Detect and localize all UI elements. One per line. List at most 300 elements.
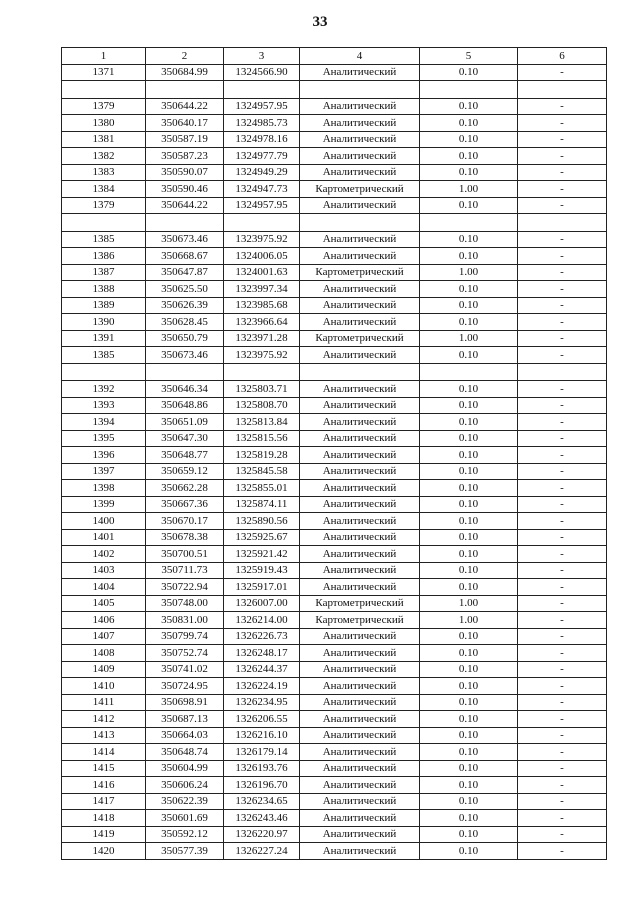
accuracy-cell: 0.10	[420, 463, 518, 480]
x-coordinate-cell: 350748.00	[146, 595, 224, 612]
point-number-cell: 1415	[62, 760, 146, 777]
note-cell: -	[518, 777, 607, 794]
column-header: 1	[62, 48, 146, 65]
note-cell: -	[518, 826, 607, 843]
point-number-cell: 1413	[62, 727, 146, 744]
method-cell: Аналитический	[300, 447, 420, 464]
y-coordinate-cell: 1325845.58	[224, 463, 300, 480]
point-number-cell: 1406	[62, 612, 146, 629]
point-number-cell: 1420	[62, 843, 146, 860]
y-coordinate-cell: 1323985.68	[224, 297, 300, 314]
point-number-cell: 1381	[62, 131, 146, 148]
table-row	[62, 711, 607, 728]
x-coordinate-cell: 350831.00	[146, 612, 224, 629]
method-cell: Аналитический	[300, 826, 420, 843]
point-number-cell: 1414	[62, 744, 146, 761]
point-number-cell: 1392	[62, 381, 146, 398]
method-cell: Аналитический	[300, 843, 420, 860]
accuracy-cell: 0.10	[420, 496, 518, 513]
y-coordinate-cell: 1325803.71	[224, 381, 300, 398]
accuracy-cell: 0.10	[420, 297, 518, 314]
accuracy-cell: 1.00	[420, 181, 518, 198]
point-number-cell: 1412	[62, 711, 146, 728]
x-coordinate-cell: 350647.87	[146, 264, 224, 281]
accuracy-cell: 0.10	[420, 562, 518, 579]
note-cell: -	[518, 397, 607, 414]
x-coordinate-cell: 350592.12	[146, 826, 224, 843]
table-row	[62, 678, 607, 695]
accuracy-cell: 0.10	[420, 314, 518, 331]
note-cell: -	[518, 562, 607, 579]
accuracy-cell: 0.10	[420, 579, 518, 596]
note-cell: -	[518, 330, 607, 347]
x-coordinate-cell: 350625.50	[146, 281, 224, 298]
y-coordinate-cell: 1326220.97	[224, 826, 300, 843]
accuracy-cell: 0.10	[420, 164, 518, 181]
note-cell: -	[518, 447, 607, 464]
accuracy-cell: 0.10	[420, 281, 518, 298]
table-row	[62, 760, 607, 777]
note-cell: -	[518, 760, 607, 777]
note-cell: -	[518, 264, 607, 281]
accuracy-cell: 0.10	[420, 430, 518, 447]
table-row	[62, 297, 607, 314]
note-cell: -	[518, 98, 607, 115]
x-coordinate-cell: 350604.99	[146, 760, 224, 777]
accuracy-cell: 0.10	[420, 197, 518, 214]
x-coordinate-cell: 350606.24	[146, 777, 224, 794]
y-coordinate-cell: 1326196.70	[224, 777, 300, 794]
table-row	[62, 281, 607, 298]
accuracy-cell: 1.00	[420, 595, 518, 612]
accuracy-cell: 0.10	[420, 231, 518, 248]
note-cell: -	[518, 612, 607, 629]
method-cell: Аналитический	[300, 628, 420, 645]
x-coordinate-cell: 350698.91	[146, 694, 224, 711]
empty-cell	[518, 363, 607, 381]
method-cell: Аналитический	[300, 793, 420, 810]
point-number-cell: 1417	[62, 793, 146, 810]
y-coordinate-cell: 1326248.17	[224, 645, 300, 662]
x-coordinate-cell: 350678.38	[146, 529, 224, 546]
empty-cell	[224, 81, 300, 99]
table-body	[62, 64, 607, 859]
method-cell: Картометрический	[300, 330, 420, 347]
note-cell: -	[518, 463, 607, 480]
table-row	[62, 612, 607, 629]
method-cell: Аналитический	[300, 661, 420, 678]
accuracy-cell: 0.10	[420, 397, 518, 414]
empty-cell	[420, 214, 518, 232]
method-cell: Аналитический	[300, 645, 420, 662]
point-number-cell: 1398	[62, 480, 146, 497]
y-coordinate-cell: 1326234.65	[224, 793, 300, 810]
empty-cell	[224, 214, 300, 232]
note-cell: -	[518, 595, 607, 612]
note-cell: -	[518, 430, 607, 447]
y-coordinate-cell: 1323975.92	[224, 347, 300, 364]
y-coordinate-cell: 1323966.64	[224, 314, 300, 331]
x-coordinate-cell: 350640.17	[146, 115, 224, 132]
table-row	[62, 480, 607, 497]
method-cell: Аналитический	[300, 777, 420, 794]
accuracy-cell: 0.10	[420, 793, 518, 810]
x-coordinate-cell: 350626.39	[146, 297, 224, 314]
table-row	[62, 164, 607, 181]
accuracy-cell: 1.00	[420, 264, 518, 281]
y-coordinate-cell: 1325890.56	[224, 513, 300, 530]
point-number-cell: 1383	[62, 164, 146, 181]
note-cell: -	[518, 513, 607, 530]
y-coordinate-cell: 1325925.67	[224, 529, 300, 546]
accuracy-cell: 0.10	[420, 744, 518, 761]
x-coordinate-cell: 350628.45	[146, 314, 224, 331]
table-row	[62, 513, 607, 530]
y-coordinate-cell: 1326206.55	[224, 711, 300, 728]
x-coordinate-cell: 350650.79	[146, 330, 224, 347]
y-coordinate-cell: 1325819.28	[224, 447, 300, 464]
method-cell: Аналитический	[300, 115, 420, 132]
point-number-cell: 1384	[62, 181, 146, 198]
x-coordinate-cell: 350662.28	[146, 480, 224, 497]
x-coordinate-cell: 350687.13	[146, 711, 224, 728]
table-row	[62, 793, 607, 810]
x-coordinate-cell: 350741.02	[146, 661, 224, 678]
note-cell: -	[518, 181, 607, 198]
point-number-cell: 1379	[62, 197, 146, 214]
table-row	[62, 579, 607, 596]
empty-cell	[518, 81, 607, 99]
method-cell: Аналитический	[300, 381, 420, 398]
x-coordinate-cell: 350587.19	[146, 131, 224, 148]
method-cell: Аналитический	[300, 164, 420, 181]
note-cell: -	[518, 148, 607, 165]
method-cell: Аналитический	[300, 231, 420, 248]
column-header: 3	[224, 48, 300, 65]
note-cell: -	[518, 793, 607, 810]
accuracy-cell: 0.10	[420, 248, 518, 265]
x-coordinate-cell: 350670.17	[146, 513, 224, 530]
note-cell: -	[518, 711, 607, 728]
point-number-cell: 1418	[62, 810, 146, 827]
accuracy-cell: 0.10	[420, 645, 518, 662]
accuracy-cell: 1.00	[420, 330, 518, 347]
method-cell: Аналитический	[300, 678, 420, 695]
table-row	[62, 197, 607, 214]
point-number-cell: 1393	[62, 397, 146, 414]
x-coordinate-cell: 350646.34	[146, 381, 224, 398]
method-cell: Аналитический	[300, 197, 420, 214]
table-row	[62, 744, 607, 761]
empty-cell	[146, 81, 224, 99]
x-coordinate-cell: 350601.69	[146, 810, 224, 827]
note-cell: -	[518, 381, 607, 398]
y-coordinate-cell: 1323997.34	[224, 281, 300, 298]
table-row	[62, 381, 607, 398]
note-cell: -	[518, 197, 607, 214]
point-number-cell: 1391	[62, 330, 146, 347]
table-row	[62, 414, 607, 431]
point-number-cell: 1407	[62, 628, 146, 645]
note-cell: -	[518, 281, 607, 298]
coordinates-table	[61, 47, 607, 860]
note-cell: -	[518, 164, 607, 181]
method-cell: Аналитический	[300, 513, 420, 530]
accuracy-cell: 0.10	[420, 529, 518, 546]
point-number-cell: 1386	[62, 248, 146, 265]
accuracy-cell: 0.10	[420, 64, 518, 81]
table-row	[62, 694, 607, 711]
empty-cell	[146, 363, 224, 381]
method-cell: Аналитический	[300, 694, 420, 711]
method-cell: Картометрический	[300, 595, 420, 612]
point-number-cell: 1397	[62, 463, 146, 480]
point-number-cell: 1390	[62, 314, 146, 331]
note-cell: -	[518, 678, 607, 695]
x-coordinate-cell: 350590.46	[146, 181, 224, 198]
note-cell: -	[518, 843, 607, 860]
point-number-cell: 1399	[62, 496, 146, 513]
y-coordinate-cell: 1326226.73	[224, 628, 300, 645]
method-cell: Аналитический	[300, 463, 420, 480]
y-coordinate-cell: 1325921.42	[224, 546, 300, 563]
accuracy-cell: 0.10	[420, 711, 518, 728]
point-number-cell: 1379	[62, 98, 146, 115]
x-coordinate-cell: 350651.09	[146, 414, 224, 431]
note-cell: -	[518, 347, 607, 364]
table-row	[62, 115, 607, 132]
y-coordinate-cell: 1325919.43	[224, 562, 300, 579]
method-cell: Картометрический	[300, 264, 420, 281]
accuracy-cell: 0.10	[420, 843, 518, 860]
method-cell: Аналитический	[300, 727, 420, 744]
accuracy-cell: 0.10	[420, 678, 518, 695]
empty-cell	[62, 81, 146, 99]
point-number-cell: 1396	[62, 447, 146, 464]
x-coordinate-cell: 350673.46	[146, 231, 224, 248]
x-coordinate-cell: 350644.22	[146, 197, 224, 214]
table-row	[62, 645, 607, 662]
accuracy-cell: 1.00	[420, 612, 518, 629]
note-cell: -	[518, 810, 607, 827]
note-cell: -	[518, 645, 607, 662]
header-row	[62, 48, 607, 65]
point-number-cell: 1405	[62, 595, 146, 612]
point-number-cell: 1408	[62, 645, 146, 662]
y-coordinate-cell: 1324957.95	[224, 98, 300, 115]
column-header: 5	[420, 48, 518, 65]
table-row	[62, 463, 607, 480]
accuracy-cell: 0.10	[420, 480, 518, 497]
empty-cell	[146, 214, 224, 232]
y-coordinate-cell: 1325855.01	[224, 480, 300, 497]
x-coordinate-cell: 350668.67	[146, 248, 224, 265]
method-cell: Аналитический	[300, 98, 420, 115]
method-cell: Аналитический	[300, 760, 420, 777]
x-coordinate-cell: 350647.30	[146, 430, 224, 447]
point-number-cell: 1401	[62, 529, 146, 546]
accuracy-cell: 0.10	[420, 98, 518, 115]
point-number-cell: 1400	[62, 513, 146, 530]
note-cell: -	[518, 496, 607, 513]
accuracy-cell: 0.10	[420, 115, 518, 132]
table-row	[62, 314, 607, 331]
accuracy-cell: 0.10	[420, 661, 518, 678]
y-coordinate-cell: 1326227.24	[224, 843, 300, 860]
accuracy-cell: 0.10	[420, 148, 518, 165]
method-cell: Аналитический	[300, 281, 420, 298]
y-coordinate-cell: 1326007.00	[224, 595, 300, 612]
method-cell: Аналитический	[300, 131, 420, 148]
table-row	[62, 397, 607, 414]
y-coordinate-cell: 1324949.29	[224, 164, 300, 181]
point-number-cell: 1403	[62, 562, 146, 579]
method-cell: Аналитический	[300, 480, 420, 497]
accuracy-cell: 0.10	[420, 826, 518, 843]
y-coordinate-cell: 1326244.37	[224, 661, 300, 678]
y-coordinate-cell: 1324977.79	[224, 148, 300, 165]
y-coordinate-cell: 1324947.73	[224, 181, 300, 198]
method-cell: Аналитический	[300, 148, 420, 165]
point-number-cell: 1402	[62, 546, 146, 563]
table-row	[62, 264, 607, 281]
x-coordinate-cell: 350667.36	[146, 496, 224, 513]
accuracy-cell: 0.10	[420, 628, 518, 645]
accuracy-cell: 0.10	[420, 414, 518, 431]
point-number-cell: 1380	[62, 115, 146, 132]
accuracy-cell: 0.10	[420, 447, 518, 464]
table-row	[62, 727, 607, 744]
table-row	[62, 496, 607, 513]
method-cell: Аналитический	[300, 414, 420, 431]
method-cell: Аналитический	[300, 810, 420, 827]
point-number-cell: 1385	[62, 347, 146, 364]
method-cell: Аналитический	[300, 347, 420, 364]
x-coordinate-cell: 350664.03	[146, 727, 224, 744]
table-row	[62, 628, 607, 645]
x-coordinate-cell: 350644.22	[146, 98, 224, 115]
method-cell: Картометрический	[300, 181, 420, 198]
empty-cell	[62, 363, 146, 381]
note-cell: -	[518, 546, 607, 563]
column-header: 2	[146, 48, 224, 65]
x-coordinate-cell: 350724.95	[146, 678, 224, 695]
y-coordinate-cell: 1326234.95	[224, 694, 300, 711]
x-coordinate-cell: 350577.39	[146, 843, 224, 860]
table-row	[62, 98, 607, 115]
accuracy-cell: 0.10	[420, 347, 518, 364]
y-coordinate-cell: 1326214.00	[224, 612, 300, 629]
accuracy-cell: 0.10	[420, 694, 518, 711]
method-cell: Аналитический	[300, 579, 420, 596]
y-coordinate-cell: 1326216.10	[224, 727, 300, 744]
table-row	[62, 330, 607, 347]
point-number-cell: 1382	[62, 148, 146, 165]
point-number-cell: 1411	[62, 694, 146, 711]
method-cell: Аналитический	[300, 562, 420, 579]
table-row	[62, 181, 607, 198]
note-cell: -	[518, 628, 607, 645]
empty-cell	[518, 214, 607, 232]
point-number-cell: 1409	[62, 661, 146, 678]
note-cell: -	[518, 231, 607, 248]
accuracy-cell: 0.10	[420, 810, 518, 827]
x-coordinate-cell: 350659.12	[146, 463, 224, 480]
x-coordinate-cell: 350648.86	[146, 397, 224, 414]
note-cell: -	[518, 661, 607, 678]
table-row	[62, 148, 607, 165]
note-cell: -	[518, 529, 607, 546]
accuracy-cell: 0.10	[420, 131, 518, 148]
method-cell: Картометрический	[300, 612, 420, 629]
method-cell: Аналитический	[300, 711, 420, 728]
point-number-cell: 1371	[62, 64, 146, 81]
accuracy-cell: 0.10	[420, 513, 518, 530]
note-cell: -	[518, 314, 607, 331]
x-coordinate-cell: 350711.73	[146, 562, 224, 579]
table-row	[62, 131, 607, 148]
method-cell: Аналитический	[300, 529, 420, 546]
column-header: 6	[518, 48, 607, 65]
note-cell: -	[518, 248, 607, 265]
note-cell: -	[518, 64, 607, 81]
y-coordinate-cell: 1326224.19	[224, 678, 300, 695]
method-cell: Аналитический	[300, 397, 420, 414]
separator-row	[62, 81, 607, 99]
note-cell: -	[518, 744, 607, 761]
method-cell: Аналитический	[300, 744, 420, 761]
accuracy-cell: 0.10	[420, 777, 518, 794]
table-row	[62, 546, 607, 563]
table-row	[62, 64, 607, 81]
x-coordinate-cell: 350673.46	[146, 347, 224, 364]
point-number-cell: 1419	[62, 826, 146, 843]
y-coordinate-cell: 1325813.84	[224, 414, 300, 431]
table-row	[62, 595, 607, 612]
point-number-cell: 1385	[62, 231, 146, 248]
y-coordinate-cell: 1323975.92	[224, 231, 300, 248]
column-header: 4	[300, 48, 420, 65]
y-coordinate-cell: 1325917.01	[224, 579, 300, 596]
y-coordinate-cell: 1325815.56	[224, 430, 300, 447]
y-coordinate-cell: 1326179.14	[224, 744, 300, 761]
note-cell: -	[518, 414, 607, 431]
x-coordinate-cell: 350648.77	[146, 447, 224, 464]
table-row	[62, 826, 607, 843]
y-coordinate-cell: 1324978.16	[224, 131, 300, 148]
table-row	[62, 447, 607, 464]
empty-cell	[420, 363, 518, 381]
method-cell: Аналитический	[300, 430, 420, 447]
point-number-cell: 1388	[62, 281, 146, 298]
table-row	[62, 529, 607, 546]
method-cell: Аналитический	[300, 314, 420, 331]
method-cell: Аналитический	[300, 496, 420, 513]
table-row	[62, 843, 607, 860]
note-cell: -	[518, 131, 607, 148]
empty-cell	[300, 363, 420, 381]
method-cell: Аналитический	[300, 546, 420, 563]
separator-row	[62, 214, 607, 232]
x-coordinate-cell: 350700.51	[146, 546, 224, 563]
page-number: 33	[312, 14, 328, 30]
separator-row	[62, 363, 607, 381]
y-coordinate-cell: 1324566.90	[224, 64, 300, 81]
table-row	[62, 661, 607, 678]
empty-cell	[420, 81, 518, 99]
note-cell: -	[518, 115, 607, 132]
table-row	[62, 430, 607, 447]
